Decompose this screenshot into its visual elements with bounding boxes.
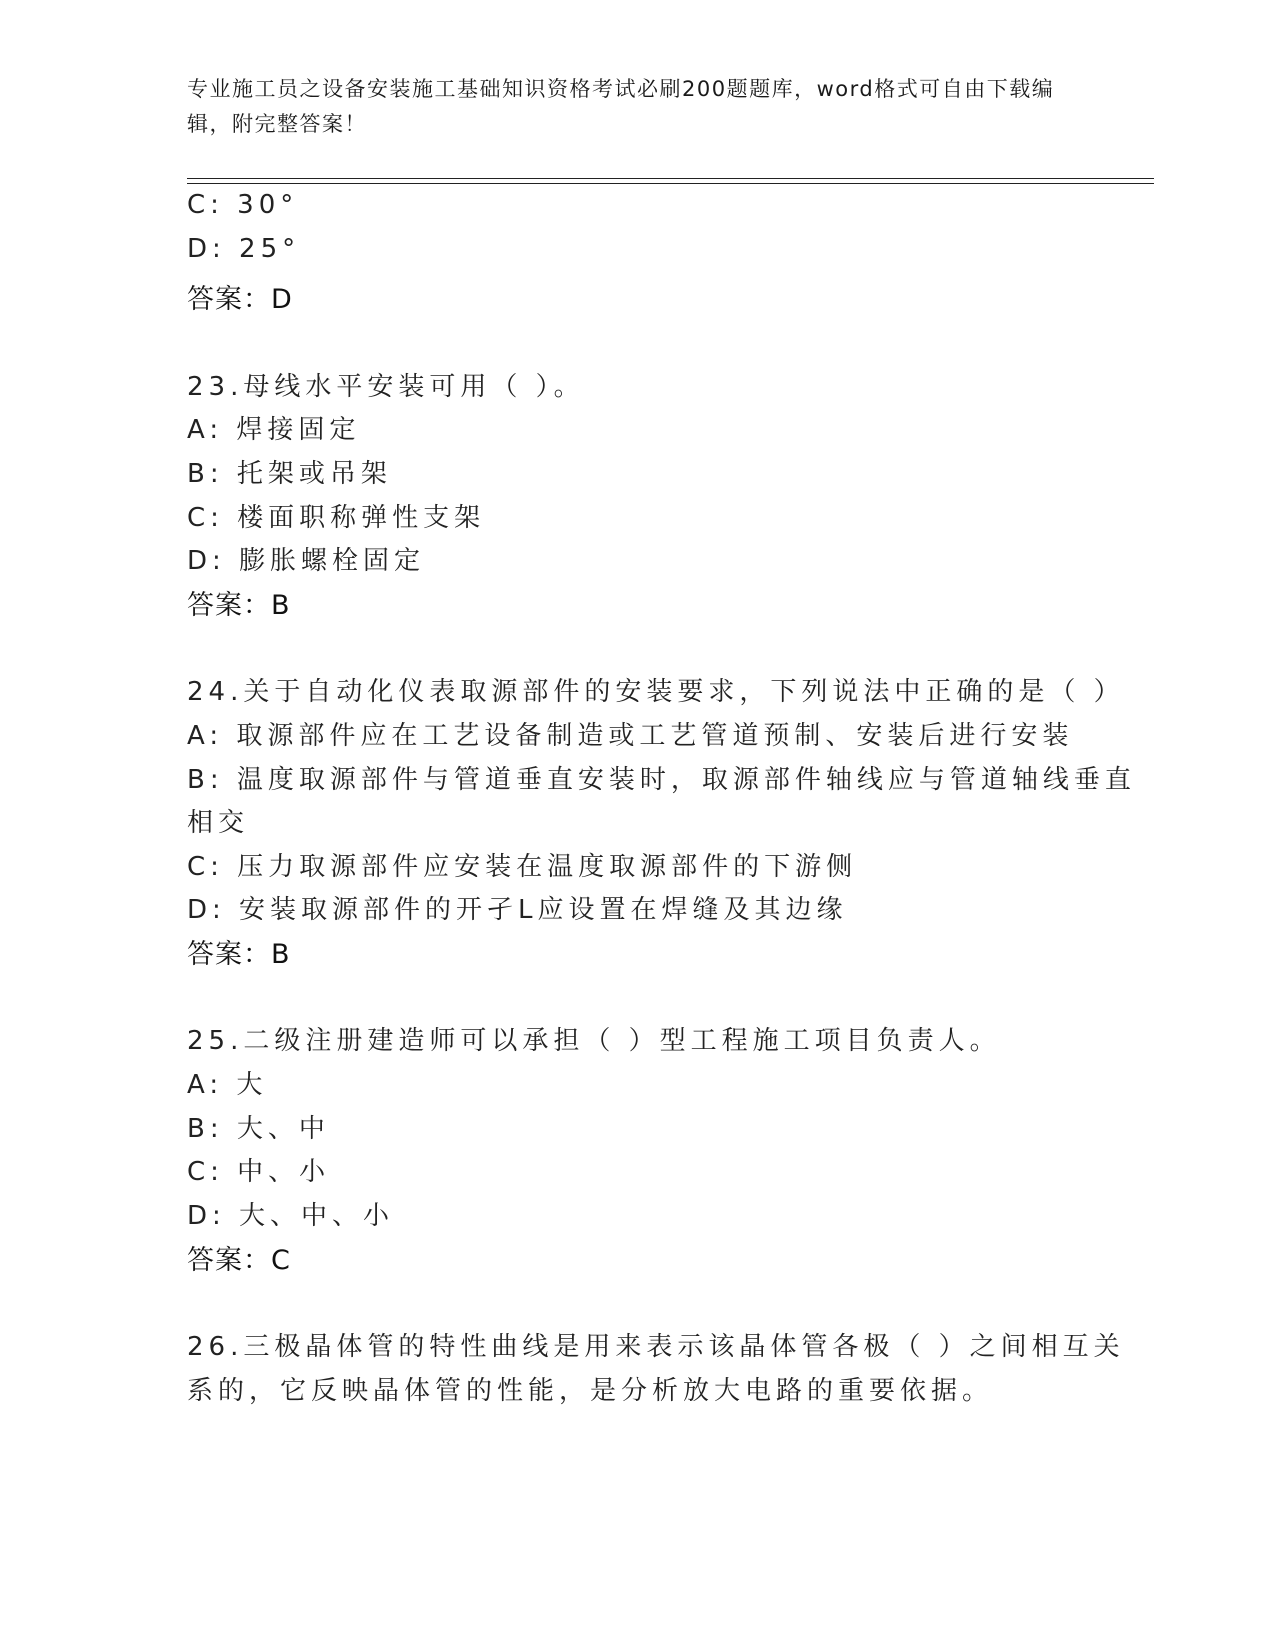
q25-option-d: D: 大、中、小 bbox=[187, 1201, 395, 1231]
q23-option-d: D: 膨胀螺栓固定 bbox=[187, 546, 426, 576]
q23-option-b: B: 托架或吊架 bbox=[187, 459, 392, 489]
header-divider-bottom bbox=[187, 183, 1154, 184]
q24-option-b-continued: 相交 bbox=[187, 808, 250, 838]
q24-option-d: D: 安装取源部件的开孑L应设置在焊缝及其边缘 bbox=[187, 895, 848, 925]
q25-option-b: B: 大、中 bbox=[187, 1114, 330, 1144]
q25-option-c: C: 中、小 bbox=[187, 1157, 331, 1187]
q26-question: 26.三极晶体管的特性曲线是用来表示该晶体管各极（ ）之间相互关 bbox=[187, 1332, 1125, 1362]
q24-option-c: C: 压力取源部件应安装在温度取源部件的下游侧 bbox=[187, 852, 858, 882]
prev-answer: 答案：D bbox=[187, 284, 293, 315]
q24-option-a: A: 取源部件应在工艺设备制造或工艺管道预制、安装后进行安装 bbox=[187, 721, 1074, 751]
q23-answer: 答案：B bbox=[187, 590, 291, 621]
q23-question: 23.母线水平安装可用（ ）。 bbox=[187, 372, 585, 402]
q26-question-continued: 系的，它反映晶体管的性能，是分析放大电路的重要依据。 bbox=[187, 1376, 994, 1406]
header-divider-top bbox=[187, 178, 1154, 179]
q24-question: 24.关于自动化仪表取源部件的安装要求，下列说法中正确的是（ ） bbox=[187, 677, 1125, 707]
q24-option-b: B: 温度取源部件与管道垂直安装时，取源部件轴线应与管道轴线垂直 bbox=[187, 765, 1136, 795]
q24-answer: 答案：B bbox=[187, 939, 291, 970]
q25-question: 25.二级注册建造师可以承担（ ）型工程施工项目负责人。 bbox=[187, 1026, 1001, 1056]
prev-option-c: C: 30° bbox=[187, 190, 299, 220]
document-header: 专业施工员之设备安装施工基础知识资格考试必刷200题题库，word格式可自由下载编辑，附完整答案！ bbox=[187, 77, 1055, 136]
q25-answer: 答案：C bbox=[187, 1245, 291, 1276]
prev-option-d: D: 25° bbox=[187, 234, 301, 264]
q25-option-a: A: 大 bbox=[187, 1070, 268, 1100]
q23-option-c: C: 楼面职称弹性支架 bbox=[187, 503, 486, 533]
q23-option-a: A: 焊接固定 bbox=[187, 415, 361, 445]
